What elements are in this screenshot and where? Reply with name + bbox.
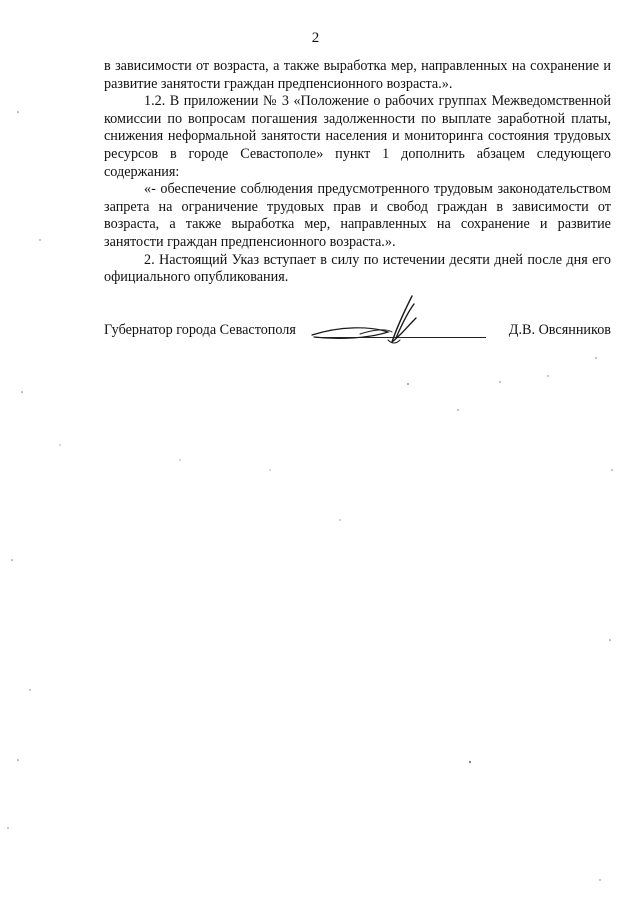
paragraph-item-1-2: 1.2. В приложении № 3 «Положение о рабочих группах Межведомственной комиссии по вопросам погашения задолженности по выплате заработной платы, снижения неформальной занятости населения и мониторинга состояния трудовых ресурсов в городе Севастополе» пункт 1 дополнить абзацем следующего содержания: bbox=[104, 93, 611, 180]
signatory-name: Д.В. Овсянников bbox=[508, 322, 611, 338]
paragraph-quoted-addition: «- обеспечение соблюдения предусмотренного трудовым законодательством запрета на ограничение трудовых прав и свобод граждан в зависимости от возраста, а также выработка мер, направленных на сохранение и развитие занятости граждан предпенсионного возраста.». bbox=[104, 181, 611, 250]
page-number: 2 bbox=[311, 30, 320, 46]
signatory-position: Губернатор города Севастополя bbox=[104, 322, 296, 338]
paragraph-item-2: 2. Настоящий Указ вступает в силу по истечении десяти дней после дня его официального опубликования. bbox=[104, 251, 611, 286]
paragraph-continuation: в зависимости от возраста, а также выработка мер, направленных на сохранение и развитие занятости граждан предпенсионного возраста.». bbox=[104, 58, 611, 92]
